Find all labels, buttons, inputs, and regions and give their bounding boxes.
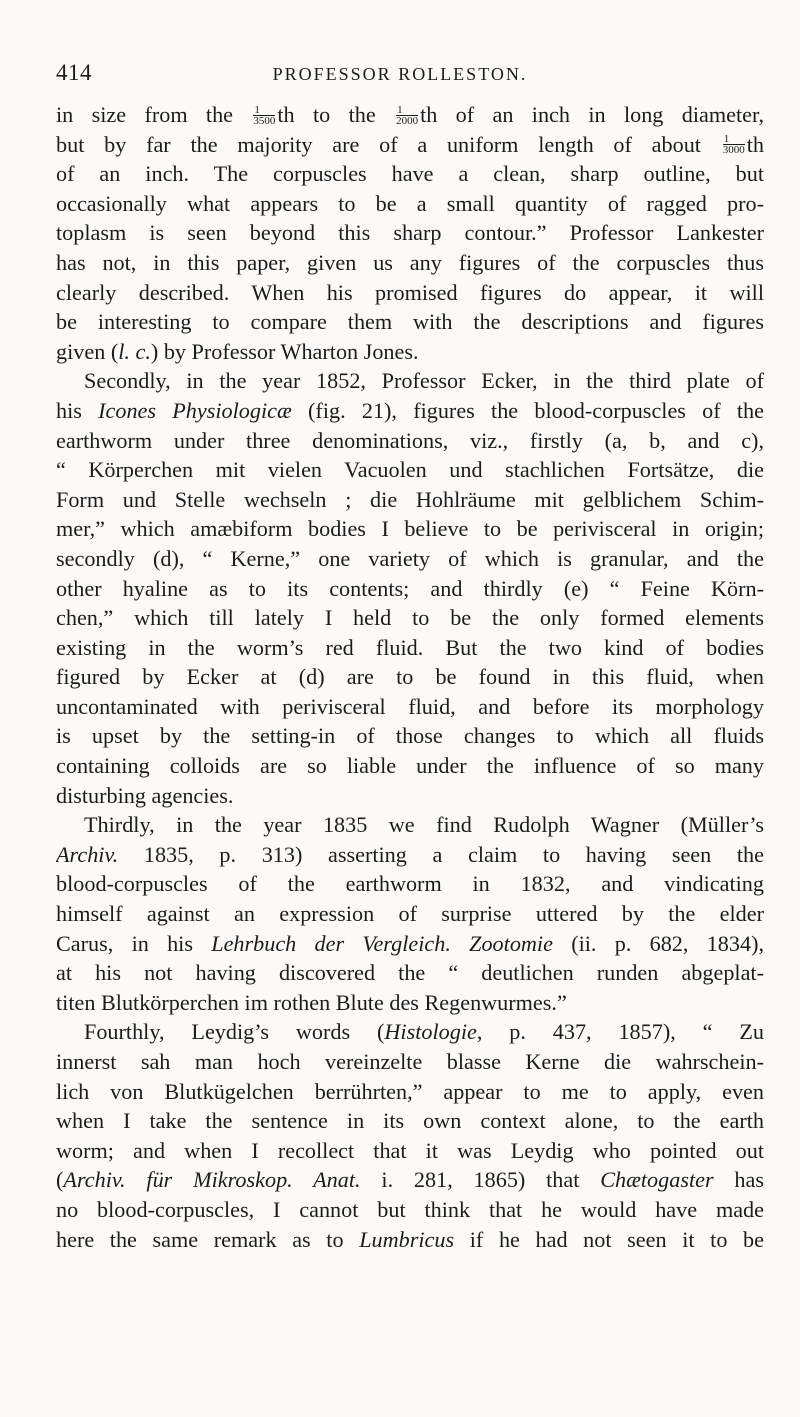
fraction-3000: $\frac{1}{3000}$ [722, 133, 745, 157]
text-line: existing in the worm’s red fluid. But the two kind of bodies [56, 634, 764, 660]
fraction-3500: $\frac{1}{3500}$ [253, 103, 276, 127]
text-line: his Icones Physiologicæ (fig. 21), figures the blood-corpuscles of the [56, 397, 764, 423]
text-line: given (l. c.) by Professor Wharton Jones. [56, 338, 419, 364]
text-line: innerst sah man hoch vereinzelte blasse Kerne die wahrschein- [56, 1049, 764, 1074]
text-line: blood-corpuscles of the earthworm in 1832, and vindicating [56, 871, 764, 897]
text-line: uncontaminated with perivisceral fluid, and before its morphology [56, 693, 764, 719]
text-line: occasionally what appears to be a small quantity of ragged pro- [56, 190, 764, 216]
text-line: is upset by the setting-in of those changes to which all fluids [56, 723, 764, 749]
text-line: toplasm is seen beyond this sharp contour.” Professor Lankester [56, 220, 764, 246]
text-line: Carus, in his Lehrbuch der Vergleich. Zootomie (ii. p. 682, 1834), [56, 930, 764, 956]
text-line: containing colloids are so liable under the influence of so many [56, 753, 764, 779]
fraction-2000: $\frac{1}{2000}$ [396, 103, 419, 127]
text-line: at his not having discovered the “ deutlichen runden abgeplat- [56, 960, 764, 986]
paragraph-start: Secondly, in the year 1852, Professor Ecker, in the third plate of [84, 368, 764, 394]
text-line: (Archiv. für Mikroskop. Anat. i. 281, 1865) that Chætogaster has [56, 1167, 764, 1193]
text-line: in size from the $\frac{1}{3500}$ th to the $\frac{1}{2000}$ th of an inch in long diameter, [56, 102, 764, 127]
text-line: secondly (d), “ Kerne,” one variety of which is granular, and the [56, 545, 764, 571]
text-line: figured by Ecker at (d) are to be found in this fluid, when [56, 664, 764, 690]
body-text [56, 100, 764, 1254]
running-head: PROFESSOR ROLLESTON. [272, 64, 528, 84]
text-line: Form und Stelle wechseln ; die Hohlräume mit gelblichem Schim- [56, 486, 764, 512]
page-header [0, 60, 800, 90]
text-line: clearly described. When his promised figures do appear, it will [56, 279, 764, 305]
text-line: no blood-corpuscles, I cannot but think that he would have made [56, 1196, 764, 1222]
text-line: mer,” which amæbiform bodies I believe to be perivisceral in origin; [56, 516, 764, 542]
text-line: but by far the majority are of a uniform length of about $\frac{1}{3000}$ th [56, 131, 764, 157]
text-line: lich von Blutkügelchen berrührten,” appear to me to apply, even [56, 1078, 764, 1104]
text-line: when I take the sentence in its own context alone, to the earth [56, 1108, 764, 1134]
text-line: worm; and when I recollect that it was Leydig who pointed out [56, 1137, 764, 1163]
paragraph-start: Fourthly, Leydig’s words (Histologie, p. 437, 1857), “ Zu [84, 1019, 764, 1045]
text-line: disturbing agencies. [56, 782, 234, 808]
text-line: “ Körperchen mit vielen Vacuolen und stachlichen Fortsätze, die [56, 457, 764, 483]
text-line: Archiv. 1835, p. 313) asserting a claim to having seen the [56, 841, 764, 867]
text-line: be interesting to compare them with the descriptions and figures [56, 309, 764, 335]
text-line: titen Blutkörperchen im rothen Blute des Regenwurmes.” [56, 989, 567, 1015]
text-line: himself against an expression of surprise uttered by the elder [56, 901, 764, 927]
page-number: 414 [56, 60, 92, 85]
text-line: earthworm under three denominations, viz., firstly (a, b, and c), [56, 427, 764, 453]
text-line: other hyaline as to its contents; and thirdly (e) “ Feine Körn- [56, 575, 764, 601]
paragraph-start: Thirdly, in the year 1835 we find Rudolph Wagner (Müller’s [84, 812, 764, 838]
text-line: here the same remark as to Lumbricus if he had not seen it to be [56, 1226, 764, 1252]
text-line: chen,” which till lately I held to be the only formed elements [56, 605, 764, 631]
text-line: of an inch. The corpuscles have a clean, sharp outline, but [56, 161, 764, 187]
text-line: has not, in this paper, given us any figures of the corpuscles thus [56, 249, 764, 275]
